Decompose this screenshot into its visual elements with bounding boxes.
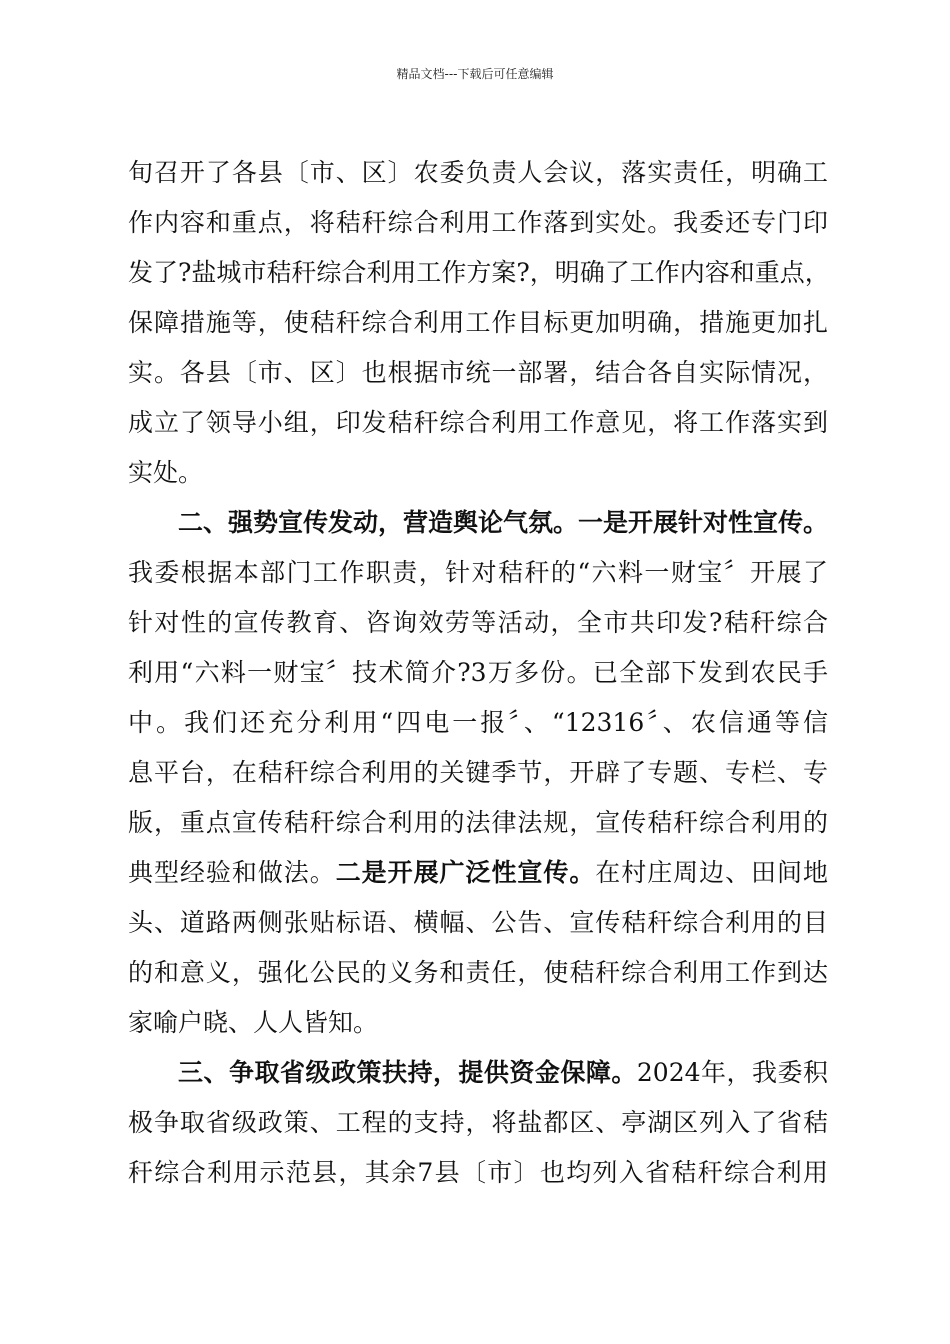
text-run: 在村庄周边、田间地: [595, 858, 828, 887]
section-heading: 三、争取省级政策扶持，提供资金保障。: [178, 1058, 637, 1087]
text-line: 发了?盐城市秸秆综合利用工作方案?，明确了工作内容和重点，: [128, 258, 830, 287]
text-line: 息平台，在秸秆综合利用的关键季节，开辟了专题、专栏、专: [128, 758, 828, 787]
section-heading-line: [178, 507, 828, 539]
text-run: 2024年，我委积: [636, 1058, 828, 1087]
text-line: 我委根据本部门工作职责，针对秸秆的“六料一财宝〞开展了: [128, 558, 828, 587]
text-line: 中。我们还充分利用“四电一报〞、“12316〞、农信通等信: [128, 708, 828, 737]
text-line: 保障措施等，使秸秆综合利用工作目标更加明确，措施更加扎: [128, 308, 828, 337]
text-run: 典型经验和做法。: [128, 858, 336, 887]
text-line: 家喻户晓、人人皆知。: [128, 1008, 379, 1037]
text-line: 实处。: [128, 458, 204, 487]
text-line: 成立了领导小组，印发秸秆综合利用工作意见，将工作落实到: [128, 408, 828, 437]
text-line: 极争取省级政策、工程的支持，将盐都区、亭湖区列入了省秸: [128, 1108, 828, 1137]
text-line: 旬召开了各县〔市、区〕农委负责人会议，落实责任，明确工: [128, 158, 828, 187]
section-heading: 二、强势宣传发动，营造舆论气氛。: [178, 508, 579, 537]
section-heading-line: [178, 1057, 828, 1089]
text-line: 秆综合利用示范县，其余7县〔市〕也均列入省秸秆综合利用: [128, 1158, 828, 1187]
text-line: 作内容和重点，将秸秆综合利用工作落到实处。我委还专门印: [128, 208, 828, 237]
text-line-mixed: [128, 857, 828, 889]
text-line: 利用“六料一财宝〞技术简介?3万多份。已全部下发到农民手: [128, 658, 828, 687]
text-line: 针对性的宣传教育、咨询效劳等活动，全市共印发?秸秆综合: [128, 608, 828, 637]
sub-heading: 二是开展广泛性宣传。: [335, 858, 596, 887]
sub-heading: 一是开展针对性宣传。: [578, 508, 829, 537]
page-header: 精品文档---下载后可任意编辑: [396, 67, 554, 81]
text-line: 版，重点宣传秸秆综合利用的法律法规，宣传秸秆综合利用的: [128, 808, 828, 837]
text-line: 实。各县〔市、区〕也根据市统一部署，结合各自实际情况，: [128, 358, 828, 387]
text-line: 头、道路两侧张贴标语、横幅、公告、宣传秸秆综合利用的目: [128, 908, 828, 937]
text-line: 的和意义，强化公民的义务和责任，使秸秆综合利用工作到达: [128, 958, 828, 987]
